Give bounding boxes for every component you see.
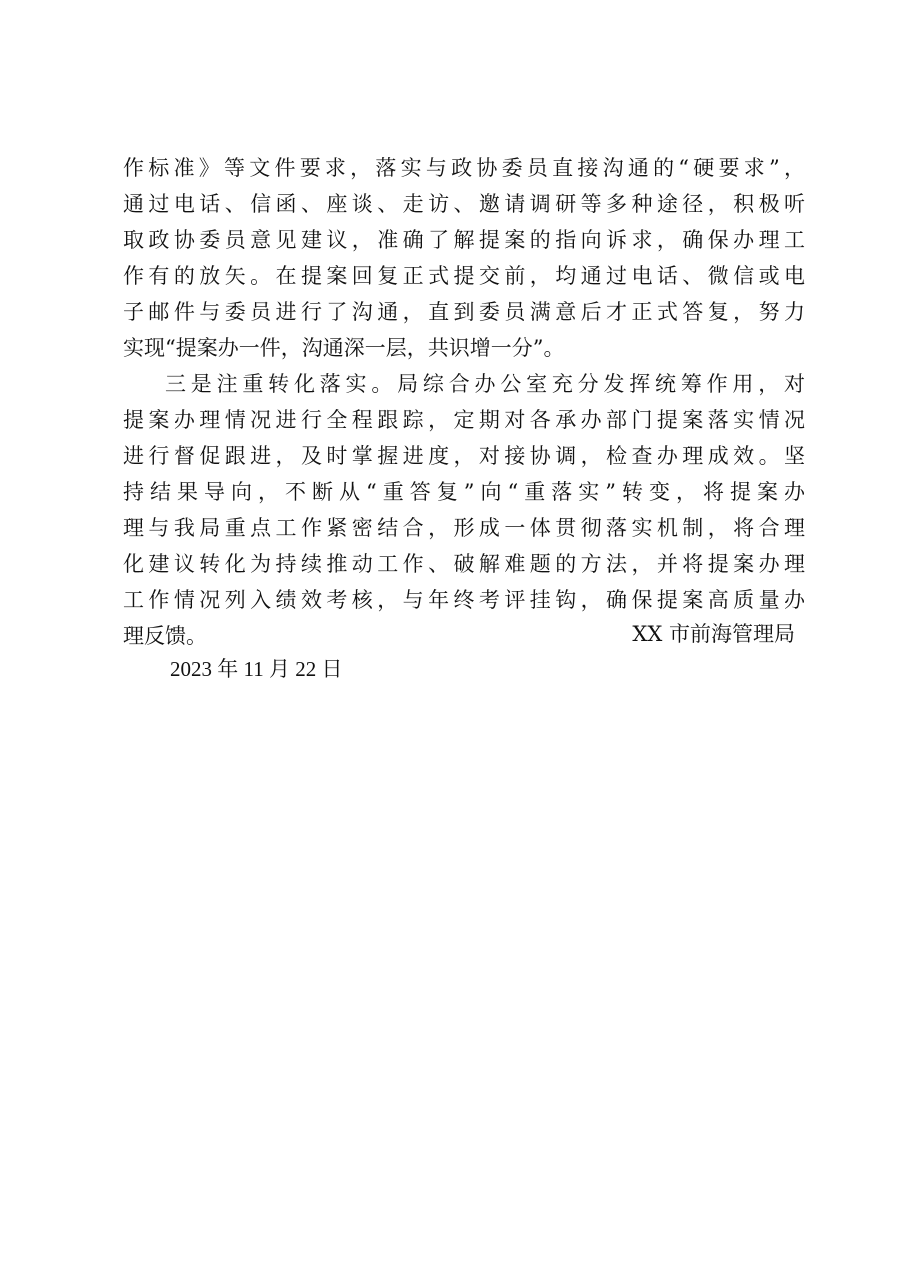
paragraph-implementation — [123, 366, 805, 654]
text-line: 实现“提案办一件，沟通深一层，共识增一分”。 — [123, 336, 565, 360]
text-line: 进行督促跟进，及时掌握进度，对接协调，检查办理成效。坚 — [123, 444, 805, 468]
text-line: 提案办理情况进行全程跟踪，定期对各承办部门提案落实情况 — [123, 408, 805, 432]
text-line: 三是注重转化落实。局综合办公室充分发挥统筹作用，对 — [165, 372, 805, 396]
text-line: 持结果导向，不断从“重答复”向“重落实”转变，将提案办 — [123, 480, 805, 504]
paragraph-communication — [123, 150, 805, 366]
text-line: 理与我局重点工作紧密结合，形成一体贯彻落实机制，将合理 — [123, 516, 805, 540]
text-line: 化建议转化为持续推动工作、破解难题的方法，并将提案办理 — [123, 552, 805, 576]
text-line: 工作情况列入绩效考核，与年终考评挂钩，确保提案高质量办 — [123, 588, 805, 612]
text-line: 作有的放矢。在提案回复正式提交前，均通过电话、微信或电 — [123, 264, 805, 288]
signature-date: 2023 年 11 月 22 日 — [170, 657, 343, 681]
text-line: 理反馈。 — [123, 624, 207, 648]
body-text — [123, 150, 805, 654]
text-line: 取政协委员意见建议，准确了解提案的指向诉求，确保办理工 — [123, 228, 805, 252]
signature-organization: XX 市前海管理局 — [632, 622, 795, 646]
text-line: 通过电话、信函、座谈、走访、邀请调研等多种途径，积极听 — [123, 192, 805, 216]
text-line: 作标准》等文件要求，落实与政协委员直接沟通的“硬要求”， — [123, 156, 805, 180]
text-line: 子邮件与委员进行了沟通，直到委员满意后才正式答复，努力 — [123, 300, 805, 324]
